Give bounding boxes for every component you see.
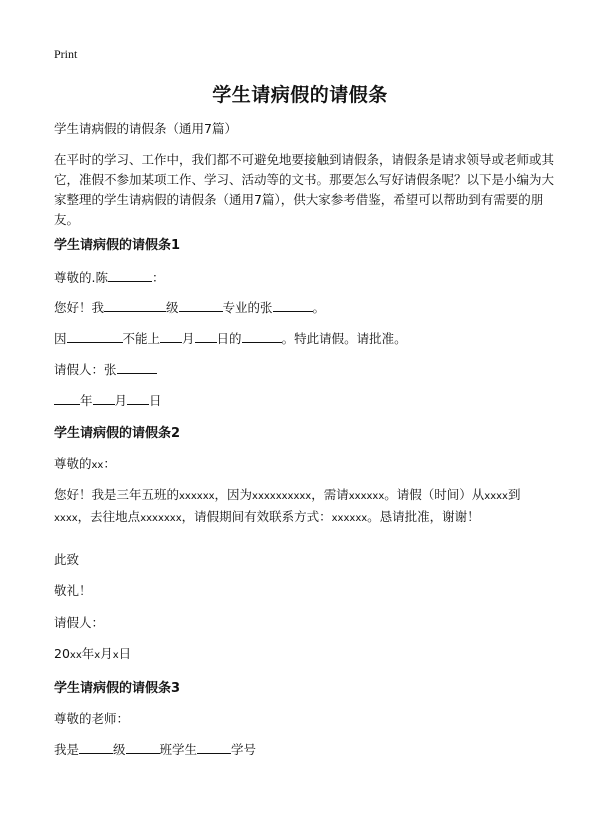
- salutation-colon: ：: [151, 270, 165, 285]
- fill-blank: [195, 329, 217, 343]
- reason-text: 。特此请假。请批准。: [281, 331, 407, 346]
- signer-text: 请假人：张: [54, 362, 117, 377]
- section-1-signer: [54, 360, 157, 379]
- placeholder-x: xxxxxx: [331, 513, 368, 524]
- placeholder-x: xxxxxx: [348, 491, 385, 502]
- fill-blank: [242, 329, 282, 343]
- reason-text: 月: [182, 331, 195, 346]
- fill-blank: [67, 329, 123, 343]
- reason-text: 因: [54, 331, 67, 346]
- section-3-salutation: 尊敬的老师：: [54, 711, 130, 726]
- placeholder-x: xx: [69, 650, 82, 661]
- fill-blank: [54, 391, 80, 405]
- body-text: ，因为: [214, 487, 253, 502]
- body-text: 级: [113, 742, 126, 757]
- salutation-text: 尊敬的.陈: [54, 270, 108, 285]
- body-text: ，请假期间有效联系方式：: [181, 509, 332, 524]
- salutation-text: 尊敬的: [54, 456, 92, 471]
- greeting-text: 专业的张: [222, 300, 273, 315]
- placeholder-x: x: [112, 650, 119, 661]
- body-text: 学号: [231, 742, 257, 757]
- placeholder-x: xxxx: [54, 513, 78, 524]
- section-3-heading: 学生请病假的请假条3: [54, 681, 181, 696]
- salutation-colon: ：: [103, 456, 116, 471]
- fill-blank: [93, 391, 115, 405]
- print-link[interactable]: Print: [54, 47, 78, 61]
- fill-blank: [273, 298, 313, 312]
- section-2-salutation: [54, 455, 116, 475]
- document-title: 学生请病假的请假条: [212, 84, 388, 106]
- fill-blank: [179, 298, 223, 312]
- body-text: 班学生: [159, 742, 198, 757]
- body-text: 我是: [54, 742, 80, 757]
- greeting-text: 您好！我: [54, 300, 105, 315]
- date-text: 日: [149, 393, 162, 408]
- document-subtitle: 学生请病假的请假条（通用7篇）: [54, 121, 237, 136]
- body-text: 您好！我是三年五班的: [54, 487, 180, 502]
- section-2-signer: 请假人：: [54, 615, 105, 630]
- placeholder-x: xxxxxxxxxx: [252, 491, 312, 502]
- section-2-date: [54, 645, 131, 665]
- body-text: ，去往地点: [77, 509, 141, 524]
- fill-blank: [108, 268, 152, 282]
- section-2-closing-1: 此致: [54, 552, 80, 567]
- placeholder-x: xxxxxxx: [140, 513, 182, 524]
- fill-blank: [126, 740, 160, 754]
- fill-blank: [127, 391, 149, 405]
- fill-blank: [160, 329, 182, 343]
- placeholder-x: x: [94, 650, 101, 661]
- fill-blank: [197, 740, 231, 754]
- date-text: 日: [118, 646, 132, 661]
- date-text: 月: [100, 646, 113, 661]
- body-text: 到: [507, 487, 521, 502]
- body-text: ，需请: [311, 487, 349, 502]
- greeting-text: 级: [166, 300, 179, 315]
- date-text: 年: [81, 646, 95, 661]
- reason-text: 不能上: [122, 331, 161, 346]
- section-1-salutation: [54, 268, 165, 287]
- body-text: 。恳请批准，谢谢！: [367, 509, 480, 524]
- section-1-heading: 学生请病假的请假条1: [54, 238, 181, 253]
- placeholder-x: xxxxxx: [179, 491, 215, 502]
- reason-text: 日的: [216, 331, 242, 346]
- fill-blank: [104, 298, 166, 312]
- section-1-date: [54, 391, 162, 410]
- fill-blank: [79, 740, 113, 754]
- section-2-heading: 学生请病假的请假条2: [54, 426, 181, 441]
- placeholder-x: xx: [91, 460, 104, 471]
- intro-paragraph: 在平时的学习、工作中，我们都不可避免地要接触到请假条，请假条是请求领导或老师或其它，准假不参加某项工作、学习、活动等的文书。那要怎么写好请假条呢？以下是小编为大家整理的学生请病假的请假条（通用7篇），供大家参考借鉴，希望可以帮助到有需要的朋友。: [54, 152, 555, 227]
- date-text: 年: [80, 393, 93, 408]
- date-text: 20: [54, 646, 70, 661]
- section-1-reason: [54, 329, 407, 348]
- section-1-greeting: [54, 298, 325, 317]
- section-2-closing-2: 敬礼！: [54, 583, 92, 598]
- fill-blank: [117, 360, 157, 374]
- section-3-body: [54, 740, 256, 759]
- date-text: 月: [114, 393, 128, 408]
- body-text: 。请假（时间）从: [384, 487, 485, 502]
- section-2-body: [54, 485, 554, 529]
- greeting-text: 。: [312, 300, 326, 315]
- placeholder-x: xxxx: [484, 491, 508, 502]
